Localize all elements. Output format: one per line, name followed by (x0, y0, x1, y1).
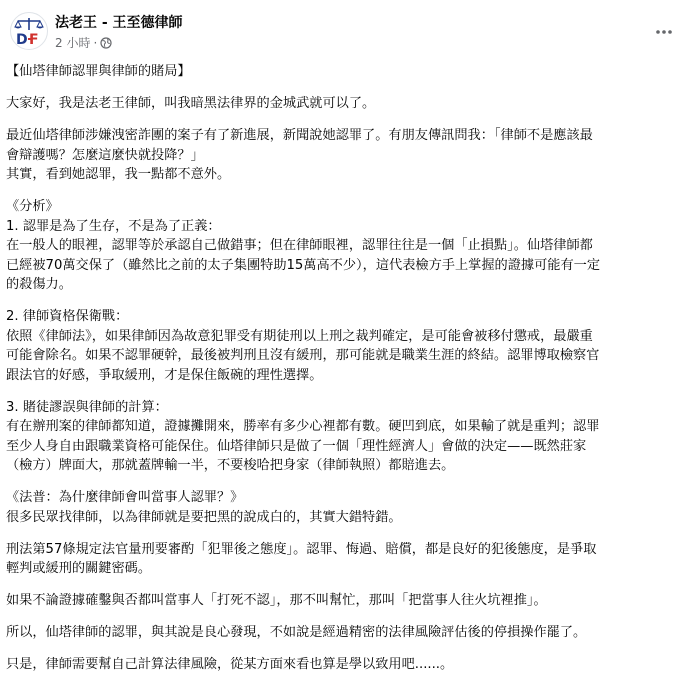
svg-text:D: D (16, 32, 28, 48)
post-text-line: 1. 認罪是為了生存，不是為了正義： (6, 218, 221, 234)
post-paragraph (6, 655, 674, 675)
post-paragraph (6, 62, 674, 82)
post-paragraph (6, 488, 674, 527)
post-text-line: 刑法第57條規定法官量刑要審酌「犯罪後之態度」。認罪、悔過、賠償，都是良好的犯後態度，是爭取 (6, 541, 597, 557)
post-text-line: 【仙塔律師認罪與律師的賭局】 (6, 64, 191, 79)
post-text-line: 依照《律師法》，如果律師因為故意犯罪受有期徒刑以上刑之裁判確定，是可能會被移付懲戒，最嚴重 (6, 328, 593, 344)
post-paragraph (6, 197, 674, 295)
post-header (0, 0, 681, 56)
meta-separator: · (93, 35, 98, 50)
post-text-line: （檢方）牌面大，那就蓋牌輸一半，不要梭哈把身家（律師執照）都賠進去。 (6, 458, 455, 473)
post-text-line: 《分析》 (6, 199, 59, 214)
post-text-line: 只是，律師需要幫自己計算法律風險，從某方面來看也算是學以致用吧......。 (6, 657, 454, 672)
more-options-button[interactable] (650, 18, 678, 46)
more-horizontal-icon (655, 29, 673, 35)
post-paragraph (6, 540, 674, 579)
post-text-line: 如果不論證據確鑿與否都叫當事人「打死不認」，那不叫幫忙，那叫「把當事人往火坑裡推」。 (6, 593, 547, 608)
post-text-line: 在一般人的眼裡，認罪等於承認自己做錯事；但在律師眼裡，認罪往往是一個「止損點」。仙塔律師都 (6, 238, 593, 253)
post-text-line: 輕判或緩刑的關鍵密碼。 (6, 561, 152, 576)
page-avatar[interactable] (10, 12, 48, 50)
post-text-line: 已經被70萬交保了（雖然比之前的太子集團特助15萬高不少），這代表檢方手上掌握的證據可能有一定 (6, 257, 601, 273)
post-text-line: 的殺傷力。 (6, 277, 72, 292)
post-text-line: 3. 賭徒謬誤與律師的計算： (6, 399, 168, 415)
post-text-line: 《法普：為什麼律師會叫當事人認罪？》 (6, 490, 244, 505)
svg-text:F: F (29, 32, 39, 48)
post-text-line: 會辯護嗎？怎麼這麼快就投降？」 (6, 147, 204, 163)
post-text-line: 至少人身自由跟職業資格可能保住。仙塔律師只是做了一個「理性經濟人」會做的決定——既然莊家 (6, 438, 587, 454)
post-text-line: 跟法官的好感，爭取緩刑，才是保住飯碗的理性選擇。 (6, 367, 323, 383)
post-meta (55, 34, 112, 51)
post-paragraph (6, 126, 674, 185)
post-paragraph (6, 398, 674, 476)
scales-of-justice-logo-icon (11, 13, 47, 49)
post-text-line: 所以，仙塔律師的認罪，與其說是良心發現，不如說是經過精密的法律風險評估後的停損操作罷了。 (6, 625, 587, 640)
post-timestamp[interactable]: 2 小時 (55, 36, 91, 50)
globe-icon[interactable] (100, 37, 112, 49)
post-text-line: 大家好，我是法老王律師，叫我暗黑法律界的金城武就可以了。 (6, 96, 376, 111)
post-paragraph (6, 623, 674, 643)
post-text-line: 最近仙塔律師涉嫌洩密詐團的案子有了新進展，新聞說她認罪了。有朋友傳訊問我：「律師不是應該最 (6, 128, 593, 143)
page-name-link[interactable]: 法老王 - 王至德律師 (55, 15, 183, 31)
post-paragraph (6, 307, 674, 385)
post-text-line: 2. 律師資格保衛戰： (6, 309, 129, 324)
post-text-line: 其實，看到她認罪，我一點都不意外。 (6, 167, 231, 182)
post-paragraph (6, 94, 674, 114)
post-body (6, 62, 674, 687)
post-paragraph (6, 591, 674, 611)
post-text-line: 有在辦刑案的律師都知道，證據攤開來，勝率有多少心裡都有數。硬凹到底，如果輸了就是重判；認罪 (6, 419, 600, 434)
post-text-line: 可能會除名。如果不認罪硬幹，最後被判刑且沒有緩刑，那可能就是職業生涯的終結。認罪博取檢察官 (6, 348, 600, 363)
post-text-line: 很多民眾找律師，以為律師就是要把黑的說成白的，其實大錯特錯。 (6, 509, 402, 525)
